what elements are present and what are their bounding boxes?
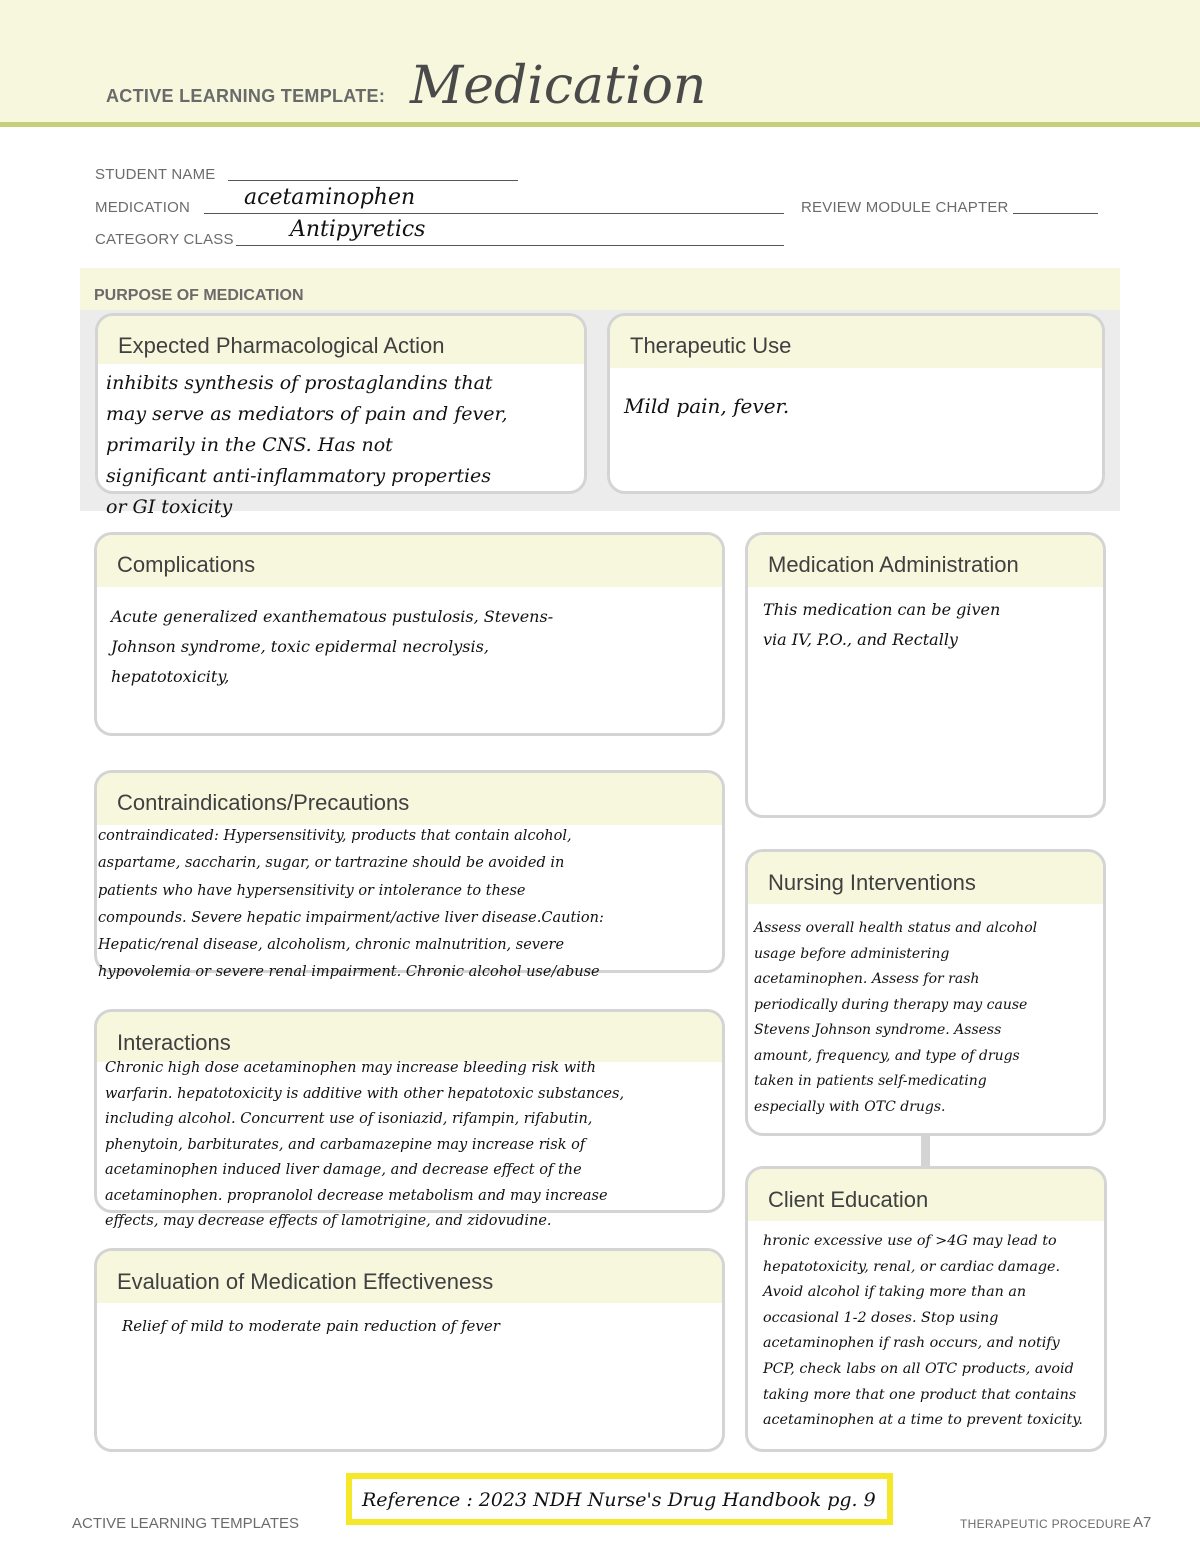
student-name-field[interactable] xyxy=(228,180,518,181)
administration-text: This medication can be given via IV, P.O., and Rectally xyxy=(763,600,1001,649)
student-name-label: STUDENT NAME xyxy=(95,166,216,183)
nursing-box[interactable] xyxy=(745,849,1106,1136)
complications-text: Acute generalized exanthematous pustulosis, Stevens- Johnson syndrome, toxic epidermal necrolysis, hepatotoxicity, xyxy=(111,607,554,686)
footer-right: THERAPEUTIC PROCEDURE xyxy=(960,1517,1131,1531)
reference-box xyxy=(346,1473,893,1525)
client-education-text: hronic excessive use of >4G may lead to hepatotoxicity, renal, or cardiac damage. Avoid alcohol if taking more than an occasional 1-2 doses. Stop using acetaminophen if rash occurs, and notify PCP, check labs on all OTC products, avoid taking more that one product that contains acetaminophen at a time to prevent toxicity. xyxy=(763,1233,1083,1429)
expected-action-title: Expected Pharmacological Action xyxy=(118,333,445,358)
therapeutic-use-text: Mild pain, fever. xyxy=(624,394,790,418)
contraindications-box[interactable] xyxy=(94,770,725,981)
purpose-title: PURPOSE OF MEDICATION xyxy=(94,287,304,304)
client-education-box[interactable] xyxy=(745,1166,1107,1452)
category-class-value: Antipyretics xyxy=(290,217,426,242)
complications-title: Complications xyxy=(117,552,256,577)
review-chapter-label: REVIEW MODULE CHAPTER xyxy=(801,199,1009,216)
nursing-text: Assess overall health status and alcohol usage before administering acetaminophen. Assess for rash periodically during therapy may cause Stevens Johnson syndrome. Assess amount, frequency, and type of drugs taken in patients self-medicating especially with OTC drugs. xyxy=(754,920,1038,1115)
medication-label: MEDICATION xyxy=(95,199,191,216)
medication-field[interactable] xyxy=(204,213,784,214)
footer-left: ACTIVE LEARNING TEMPLATES xyxy=(72,1515,299,1532)
administration-title: Medication Administration xyxy=(768,552,1019,577)
nursing-title: Nursing Interventions xyxy=(768,870,976,895)
template-title: Medication xyxy=(410,56,707,116)
box-connector xyxy=(921,1134,930,1166)
evaluation-title: Evaluation of Medication Effectiveness xyxy=(117,1269,494,1294)
interactions-text: Chronic high dose acetaminophen may increase bleeding risk with warfarin. hepatotoxicity is additive with other hepatotoxic substances, including alcohol. Concurrent use of isoniazid, rifampin, rifabutin, phenytoin, barbiturates, and carbamazepine may increase risk of acetaminophen induced liver damage, and decrease effect of the acetaminophen. propranolol decrease metabolism and may increase effects, may decrease effects of lamotrigine, and zidovudine. xyxy=(105,1060,625,1229)
medication-value: acetaminophen xyxy=(244,185,416,210)
expected-action-text: inhibits synthesis of prostaglandins that may serve as mediators of pain and fever, primarily in the CNS. Has not significant anti-inflammatory properties or GI toxicity xyxy=(106,372,508,518)
review-chapter-field[interactable] xyxy=(1013,213,1098,214)
evaluation-box[interactable] xyxy=(94,1248,725,1452)
therapeutic-use-box[interactable] xyxy=(607,313,1105,494)
interactions-box[interactable] xyxy=(94,1009,725,1229)
category-class-label: CATEGORY CLASS xyxy=(95,231,234,248)
interactions-title: Interactions xyxy=(117,1030,231,1055)
category-class-field[interactable] xyxy=(236,245,784,246)
evaluation-text: Relief of mild to moderate pain reduction of fever xyxy=(122,1317,500,1335)
template-label: ACTIVE LEARNING TEMPLATE: xyxy=(106,86,386,106)
complications-box[interactable] xyxy=(94,532,725,736)
administration-box[interactable] xyxy=(745,532,1106,818)
expected-action-box[interactable] xyxy=(95,313,587,518)
client-education-title: Client Education xyxy=(768,1187,929,1212)
contraindications-text: contraindicated: Hypersensitivity, products that contain alcohol, aspartame, saccharin, sugar, or tartrazine should be avoided in patients who have hypersensitivity or intolerance to these compounds. Severe hepatic impairment/active liver disease.Caution: Hepatic/renal disease, alcoholism, chronic malnutrition, severe hypovolemia or severe renal impairment. Chronic alcohol use/abuse xyxy=(98,828,604,981)
reference-text: Reference : 2023 NDH Nurse's Drug Handbook pg. 9 xyxy=(362,1489,876,1511)
footer-page-number: A7 xyxy=(1133,1514,1152,1531)
therapeutic-use-title: Therapeutic Use xyxy=(630,333,792,358)
contraindications-title: Contraindications/Precautions xyxy=(117,790,410,815)
header-rule xyxy=(0,122,1200,127)
